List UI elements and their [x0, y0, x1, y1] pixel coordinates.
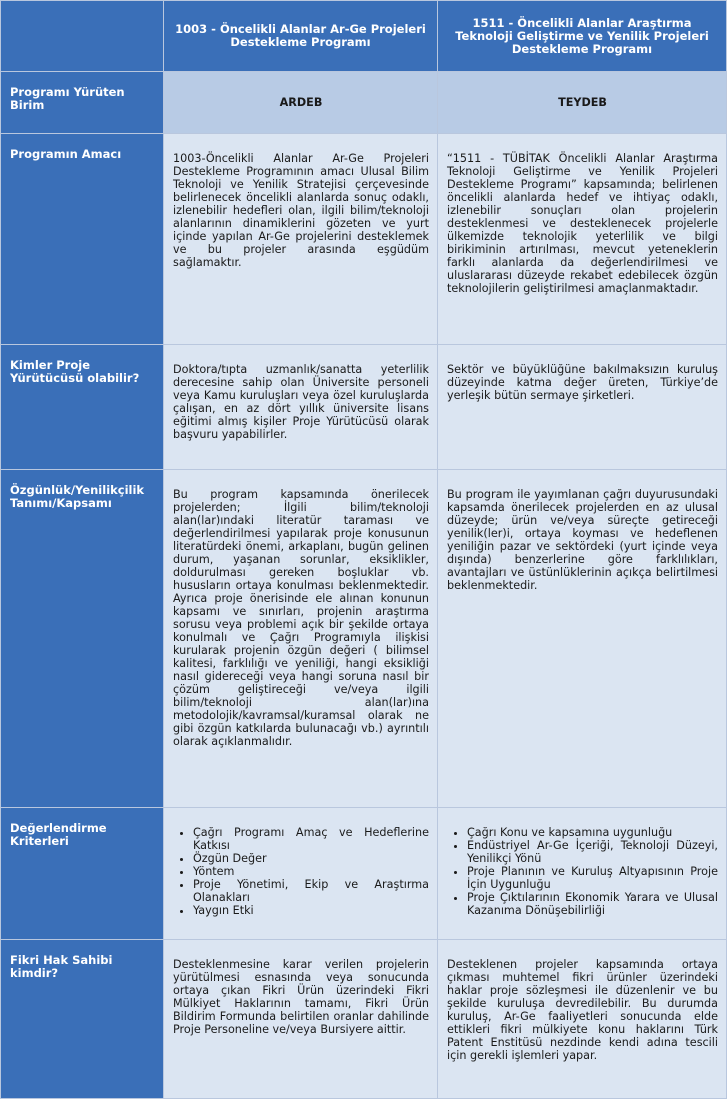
row-executing-unit: [1, 72, 727, 134]
row-program-purpose: [1, 134, 727, 345]
cell-criteria-1511: [438, 808, 727, 940]
criteria-list-1003: [173, 826, 429, 917]
cell-leader-1511: Sektör ve büyüklüğüne bakılmaksızın kuruluş düzeyinde katma değer üreten, Türkiye’de yerleşik bütün sermaye şirketleri.: [438, 345, 727, 470]
row-originality: [1, 470, 727, 808]
row-intellectual-property: [1, 940, 727, 1099]
header-row: [1, 1, 727, 72]
cell-criteria-1003: [164, 808, 438, 940]
list-item: • Özgün Değer: [193, 852, 429, 865]
list-item: • Yöntem: [193, 865, 429, 878]
row-label: Özgünlük/Yenilikçilik Tanımı/Kapsamı: [1, 470, 164, 808]
row-project-leader: [1, 345, 727, 470]
cell-ip-1003: Desteklenmesine karar verilen projelerin yürütülmesi esnasında veya sonucunda ortaya çıkan Fikri Ürün üzerindeki Fikri Mülkiyet Haklarının tamamı, Fikri Ürün Bildirim Formunda belirtilen oranlar dahilinde Proje Personeline ve/veya Bursiyere aittir.: [164, 940, 438, 1099]
cell-originality-1511: Bu program ile yayımlanan çağrı duyurusundaki kapsamda önerilecek projelerden en az ulusal düzeyde; ürün ve/veya süreçte getireceği yenilik(ler)i, ortaya koyması ve hedeflenen yeniliğin pazar ve sektördeki (yurt içinde veya dışında) benzerlerine göre farklılıkları, avantajları ve üstünlüklerinin açıkça belirtilmesi beklenmektedir.: [438, 470, 727, 808]
row-label: Fikri Hak Sahibi kimdir?: [1, 940, 164, 1099]
cell-unit-1003: ARDEB: [164, 72, 438, 134]
list-item: • Endüstriyel Ar-Ge İçeriği, Teknoloji Düzeyi, Yenilikçi Yönü: [467, 839, 718, 865]
row-label: Programın Amacı: [1, 134, 164, 345]
list-item: • Yaygın Etki: [193, 904, 429, 917]
cell-originality-1003: Bu program kapsamında önerilecek projelerden; İlgili bilim/teknoloji alan(lar)ındaki literatür taraması ve değerlendirilmesi yapılarak proje konusunun literatürdeki önemi, arkaplanı, bugün gelinen durum, yaşanan sorunlar, eksiklikler, doldurulması gereken boşluklar vb. hususların ortaya konulması beklenmektedir. Ayrıca proje önerisinde ele alınan konunun kapsamı ve sınırları, projenin araştırma sorusu veya problemi açık bir şekilde ortaya konulmalı ve Çağrı Programıyla ilişkisi kurularak projenin özgün değeri ( bilimsel kalitesi, farklılığı ve yeniliği, hangi eksikliği nasıl gidereceği veya hangi soruna nasıl bir çözüm geliştireceği ve/veya ilgili bilim/teknoloji alan(lar)ına metodolojik/kavramsal/kuramsal olarak ne gibi özgün katkılarda bulunacağı vb.) ayrıntılı olarak açıklanmalıdır.: [164, 470, 438, 808]
header-program-1511: 1511 - Öncelikli Alanlar Araştırma Teknoloji Geliştirme ve Yenilik Projeleri Destekleme Programı: [438, 1, 727, 72]
header-program-1003: 1003 - Öncelikli Alanlar Ar-Ge Projeleri Destekleme Programı: [164, 1, 438, 72]
cell-ip-1511: Desteklenen projeler kapsamında ortaya çıkması muhtemel fikri ürünler üzerindeki haklar proje sözleşmesi ile düzenlenir ve bu şekilde kuruluşa devredilebilir. Bu durumda kuruluş, Ar-Ge faaliyetleri sonucunda elde ettikleri fikri mülkiyete konu haklarını Türk Patent Enstitüsü nezdinde kendi adına tescili için gerekli işlemleri yapar.: [438, 940, 727, 1099]
criteria-list-1511: [447, 826, 718, 917]
cell-purpose-1003: 1003-Öncelikli Alanlar Ar-Ge Projeleri Destekleme Programının amacı Ulusal Bilim Teknoloji ve Yenilik Stratejisi çerçevesinde belirlenecek öncelikli alanlarda sonuç odaklı, izlenebilir hedefleri olan, ilgili bilim/teknoloji alanlarının dinamiklerini gözeten ve yurt içinde yapılan Ar-Ge projelerini desteklemek ve bu projeler arasında eşgüdüm sağlamaktır.: [164, 134, 438, 345]
row-evaluation-criteria: [1, 808, 727, 940]
list-item: • Çağrı Programı Amaç ve Hedeflerine Katkısı: [193, 826, 429, 852]
list-item: • Proje Çıktılarının Ekonomik Yarara ve Ulusal Kazanıma Dönüşebilirliği: [467, 891, 718, 917]
list-item: • Çağrı Konu ve kapsamına uygunluğu: [467, 826, 718, 839]
row-label: Kimler Proje Yürütücüsü olabilir?: [1, 345, 164, 470]
row-label: Programı Yürüten Birim: [1, 72, 164, 134]
list-item: • Proje Planının ve Kuruluş Altyapısının Proje İçin Uygunluğu: [467, 865, 718, 891]
list-item: • Proje Yönetimi, Ekip ve Araştırma Olanakları: [193, 878, 429, 904]
cell-purpose-1511: “1511 - TÜBİTAK Öncelikli Alanlar Araştırma Teknoloji Geliştirme ve Yenilik Projeleri Destekleme Programı” kapsamında; belirlenen öncelikli alanlarda hedef ve ihtiyaç odaklı, izlenebilir sonuçları olan projelerin desteklenmesi ve desteklenecek projelerle ülkemizde teknolojik yeterlilik ve bilgi birikiminin artırılması, mevcut yeteneklerin farklı alanlarda da değerlendirilmesi ve uluslararası düzeyde rekabet edebilecek özgün teknolojilerin geliştirilmesi amaçlanmaktadır.: [438, 134, 727, 345]
cell-unit-1511: TEYDEB: [438, 72, 727, 134]
header-corner-cell: [1, 1, 164, 72]
row-label: Değerlendirme Kriterleri: [1, 808, 164, 940]
cell-leader-1003: Doktora/tıpta uzmanlık/sanatta yeterlilik derecesine sahip olan Üniversite personeli veya Kamu kuruluşları veya özel kuruluşlarda çalışan, en az dört yıllık üniversite lisans eğitimi almış kişiler Proje Yürütücüsü olarak başvuru yapabilirler.: [164, 345, 438, 470]
